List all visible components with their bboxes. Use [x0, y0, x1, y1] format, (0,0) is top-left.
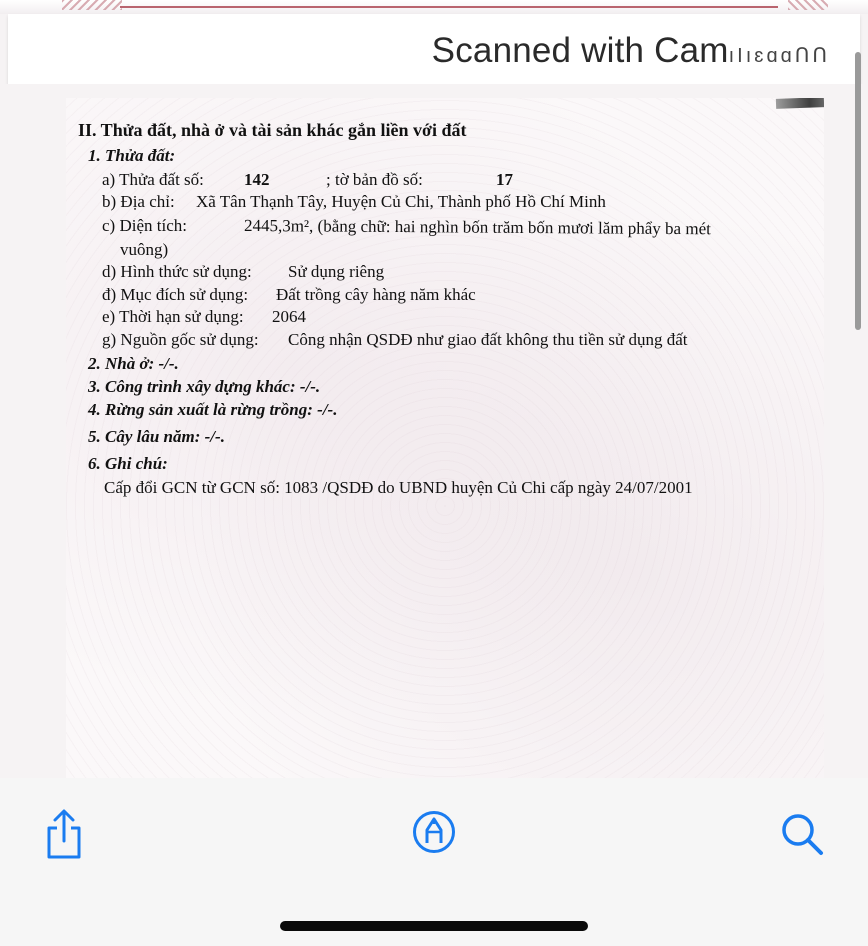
- item4-forest: 4. Rừng sản xuất là rừng trồng: -/-.: [88, 400, 338, 419]
- watermark-app-name: Scanned with Cam: [431, 31, 729, 70]
- item2-house: 2. Nhà ở: -/-.: [88, 354, 179, 373]
- watermark-tail: ıIıɛɑɑՈՈ: [728, 45, 830, 67]
- scan-smudge: [776, 98, 824, 109]
- plot-number-value: 142: [244, 170, 270, 189]
- scanned-document: [66, 98, 824, 778]
- usage-origin-value: Công nhận QSDĐ như giao đất không thu tiền sử dụng đất: [288, 330, 688, 349]
- page-gap: [0, 84, 868, 98]
- bottom-toolbar: [0, 778, 868, 946]
- scan-watermark-banner: [8, 14, 860, 84]
- watermark-text: [432, 31, 830, 71]
- map-sheet-value: 17: [496, 170, 513, 189]
- usage-purpose-label: đ) Mục đích sử dụng:: [102, 285, 249, 304]
- address-label: b) Địa chỉ:: [102, 192, 175, 211]
- scan-top-edge: [0, 0, 868, 14]
- plot-number-label: a) Thửa đất số:: [102, 170, 204, 189]
- markup-icon[interactable]: [412, 810, 456, 854]
- area-value-cont: vuông): [120, 240, 169, 259]
- area-label: c) Diện tích:: [102, 216, 187, 235]
- item3-construction: 3. Công trình xây dựng khác: -/-.: [88, 377, 321, 396]
- usage-purpose-value: Đất trồng cây hàng năm khác: [276, 285, 476, 304]
- section-title: II. Thửa đất, nhà ở và tài sản khác gắn liền với đất: [78, 120, 467, 140]
- map-sheet-label: ; tờ bản đồ số:: [326, 170, 423, 189]
- border-pattern: [62, 0, 122, 10]
- border-line: [120, 6, 778, 8]
- item1-title: 1. Thửa đất:: [88, 146, 176, 165]
- share-icon[interactable]: [44, 808, 84, 860]
- address-value: Xã Tân Thạnh Tây, Huyện Củ Chi, Thành phố Hồ Chí Minh: [196, 192, 606, 211]
- scrollbar[interactable]: [855, 52, 861, 330]
- item5-perennial-trees: 5. Cây lâu năm: -/-.: [88, 427, 225, 446]
- item6-notes-text: Cấp đổi GCN từ GCN số: 1083 /QSDĐ do UBND huyện Củ Chi cấp ngày 24/07/2001: [104, 478, 693, 497]
- usage-term-value: 2064: [272, 307, 306, 326]
- usage-form-value: Sử dụng riêng: [288, 262, 385, 281]
- border-pattern: [788, 0, 828, 10]
- usage-origin-label: g) Nguồn gốc sử dụng:: [102, 330, 259, 349]
- area-value: 2445,3m², (bằng chữ: hai nghìn bốn trăm bốn mươi lăm phẩy ba mét: [243, 216, 711, 239]
- home-indicator[interactable]: [280, 921, 588, 931]
- usage-form-label: d) Hình thức sử dụng:: [102, 262, 252, 281]
- search-icon[interactable]: [780, 812, 824, 856]
- item6-notes-title: 6. Ghi chú:: [88, 454, 168, 473]
- usage-term-label: e) Thời hạn sử dụng:: [102, 307, 244, 326]
